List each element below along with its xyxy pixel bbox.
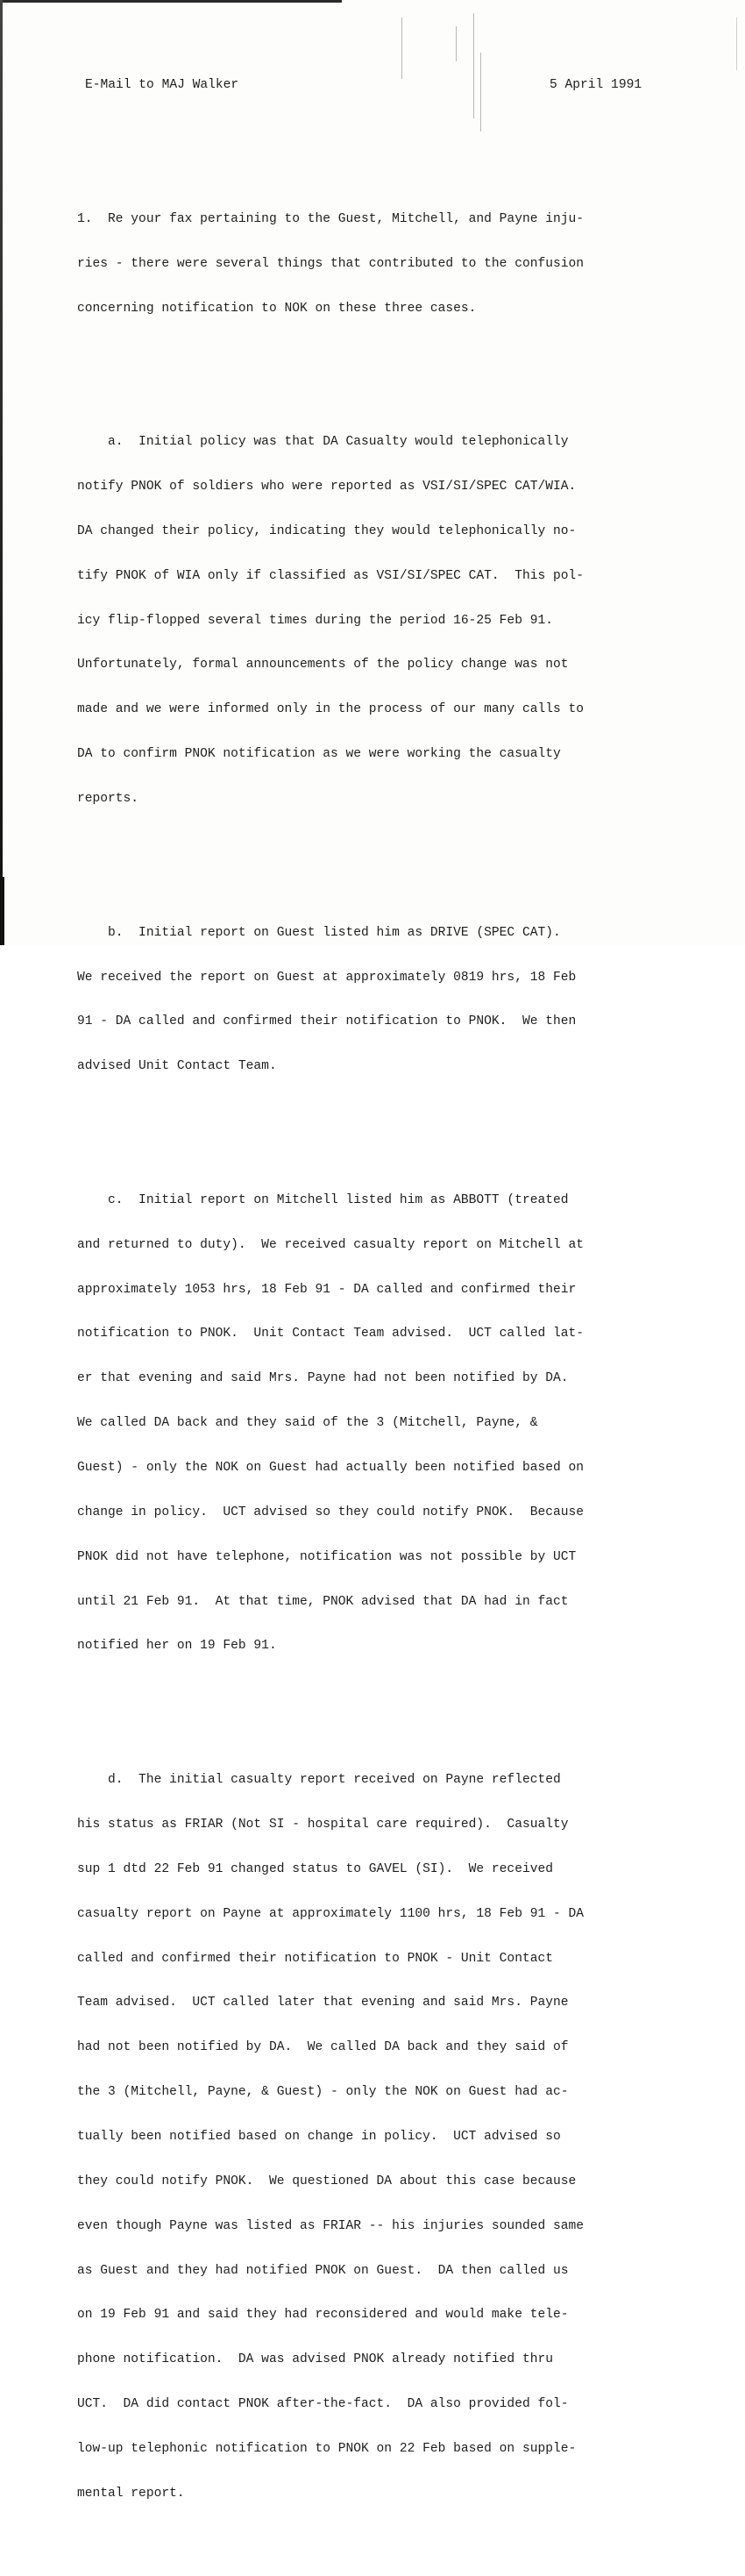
paragraph-c (77, 1163, 734, 1683)
text-line: concerning notification to NOK on these three cases. (77, 301, 477, 316)
text-line: 1. Re your fax pertaining to the Guest, Mitchell, and Payne inju- (77, 211, 585, 226)
text-line: had not been notified by DA. We called DA back and they said of (77, 2040, 569, 2055)
paragraph-b (77, 896, 734, 1104)
text-line: mental report. (77, 2486, 185, 2501)
text-line: reports. (77, 792, 139, 807)
text-line: a. Initial policy was that DA Casualty would telephonically (77, 435, 569, 450)
paragraph-a (77, 405, 734, 836)
text-line: 91 - DA called and confirmed their notification to PNOK. We then (77, 1014, 577, 1029)
text-line: as Guest and they had notified PNOK on Guest. DA then called us (77, 2263, 569, 2278)
paragraph-1 (77, 182, 734, 345)
text-line: DA to confirm PNOK notification as we were working the casualty (77, 747, 561, 762)
text-line: until 21 Feb 91. At that time, PNOK advised that DA had in fact (77, 1594, 569, 1609)
memo-date: 5 April 1991 (550, 78, 642, 92)
text-line: called and confirmed their notification to PNOK - Unit Contact (77, 1951, 553, 1966)
text-line: PNOK did not have telephone, notification was not possible by UCT (77, 1549, 577, 1564)
text-line: the 3 (Mitchell, Payne, & Guest) - only the NOK on Guest had ac- (77, 2085, 569, 2100)
text-line: UCT. DA did contact PNOK after-the-fact. DA also provided fol- (77, 2397, 569, 2412)
text-line: tify PNOK of WIA only if classified as VSI/SI/SPEC CAT. This pol- (77, 568, 585, 583)
text-line: approximately 1053 hrs, 18 Feb 91 - DA called and confirmed their (77, 1282, 577, 1297)
paragraph-d (77, 1743, 734, 2531)
text-line: even though Payne was listed as FRIAR -- his injuries sounded same (77, 2218, 585, 2233)
text-line: phone notification. DA was advised PNOK already notified thru (77, 2352, 553, 2367)
text-line: We called DA back and they said of the 3 (Mitchell, Payne, & (77, 1416, 538, 1431)
text-line: change in policy. UCT advised so they could notify PNOK. Because (77, 1505, 585, 1519)
memo-recipient: E-Mail to MAJ Walker (85, 78, 239, 92)
text-line: er that evening and said Mrs. Payne had not been notified by DA. (77, 1371, 569, 1386)
text-line: We received the report on Guest at approximately 0819 hrs, 18 Feb (77, 970, 577, 985)
scan-speckle (456, 26, 457, 61)
text-line: advised Unit Contact Team. (77, 1059, 277, 1074)
text-line: DA changed their policy, indicating they would telephonically no- (77, 523, 577, 538)
text-line: casualty report on Payne at approximately 1100 hrs, 18 Feb 91 - DA (77, 1906, 585, 1921)
text-line: notification to PNOK. Unit Contact Team advised. UCT called lat- (77, 1327, 585, 1341)
text-line: notify PNOK of soldiers who were reported as VSI/SI/SPEC CAT/WIA. (77, 480, 577, 495)
text-line: his status as FRIAR (Not SI - hospital care required). Casualty (77, 1817, 569, 1832)
text-line: notified her on 19 Feb 91. (77, 1639, 277, 1654)
text-line: they could notify PNOK. We questioned DA about this case because (77, 2174, 577, 2188)
scan-speckle (480, 53, 481, 132)
scan-edge-left (0, 0, 3, 945)
text-line: Unfortunately, formal announcements of the policy change was not (77, 658, 569, 672)
text-line: tually been notified based on change in policy. UCT advised so (77, 2129, 561, 2144)
text-line: low-up telephonic notification to PNOK on 22 Feb based on supple- (77, 2441, 577, 2456)
text-line: sup 1 dtd 22 Feb 91 changed status to GAVEL (SI). We received (77, 1861, 553, 1876)
text-line: d. The initial casualty report received on Payne reflected (77, 1773, 561, 1788)
text-line: c. Initial report on Mitchell listed him as ABBOTT (treated (77, 1192, 569, 1207)
text-line: on 19 Feb 91 and said they had reconsidered and would make tele- (77, 2308, 569, 2323)
text-line: Guest) - only the NOK on Guest had actually been notified based on (77, 1461, 585, 1476)
scan-edge-top (0, 0, 342, 3)
scan-speckle (401, 18, 402, 79)
scan-speckle (473, 13, 474, 118)
memo-body (77, 153, 734, 2576)
scan-mark-right (736, 18, 737, 70)
text-line: b. Initial report on Guest listed him as DRIVE (SPEC CAT). (77, 925, 561, 940)
scan-edge-left-bottom (0, 877, 4, 945)
text-line: icy flip-flopped several times during the period 16-25 Feb 91. (77, 613, 553, 628)
text-line: made and we were informed only in the process of our many calls to (77, 702, 585, 717)
text-line: Team advised. UCT called later that evening and said Mrs. Payne (77, 1996, 569, 2010)
text-line: ries - there were several things that contributed to the confusion (77, 256, 585, 271)
text-line: and returned to duty). We received casualty report on Mitchell at (77, 1237, 585, 1252)
